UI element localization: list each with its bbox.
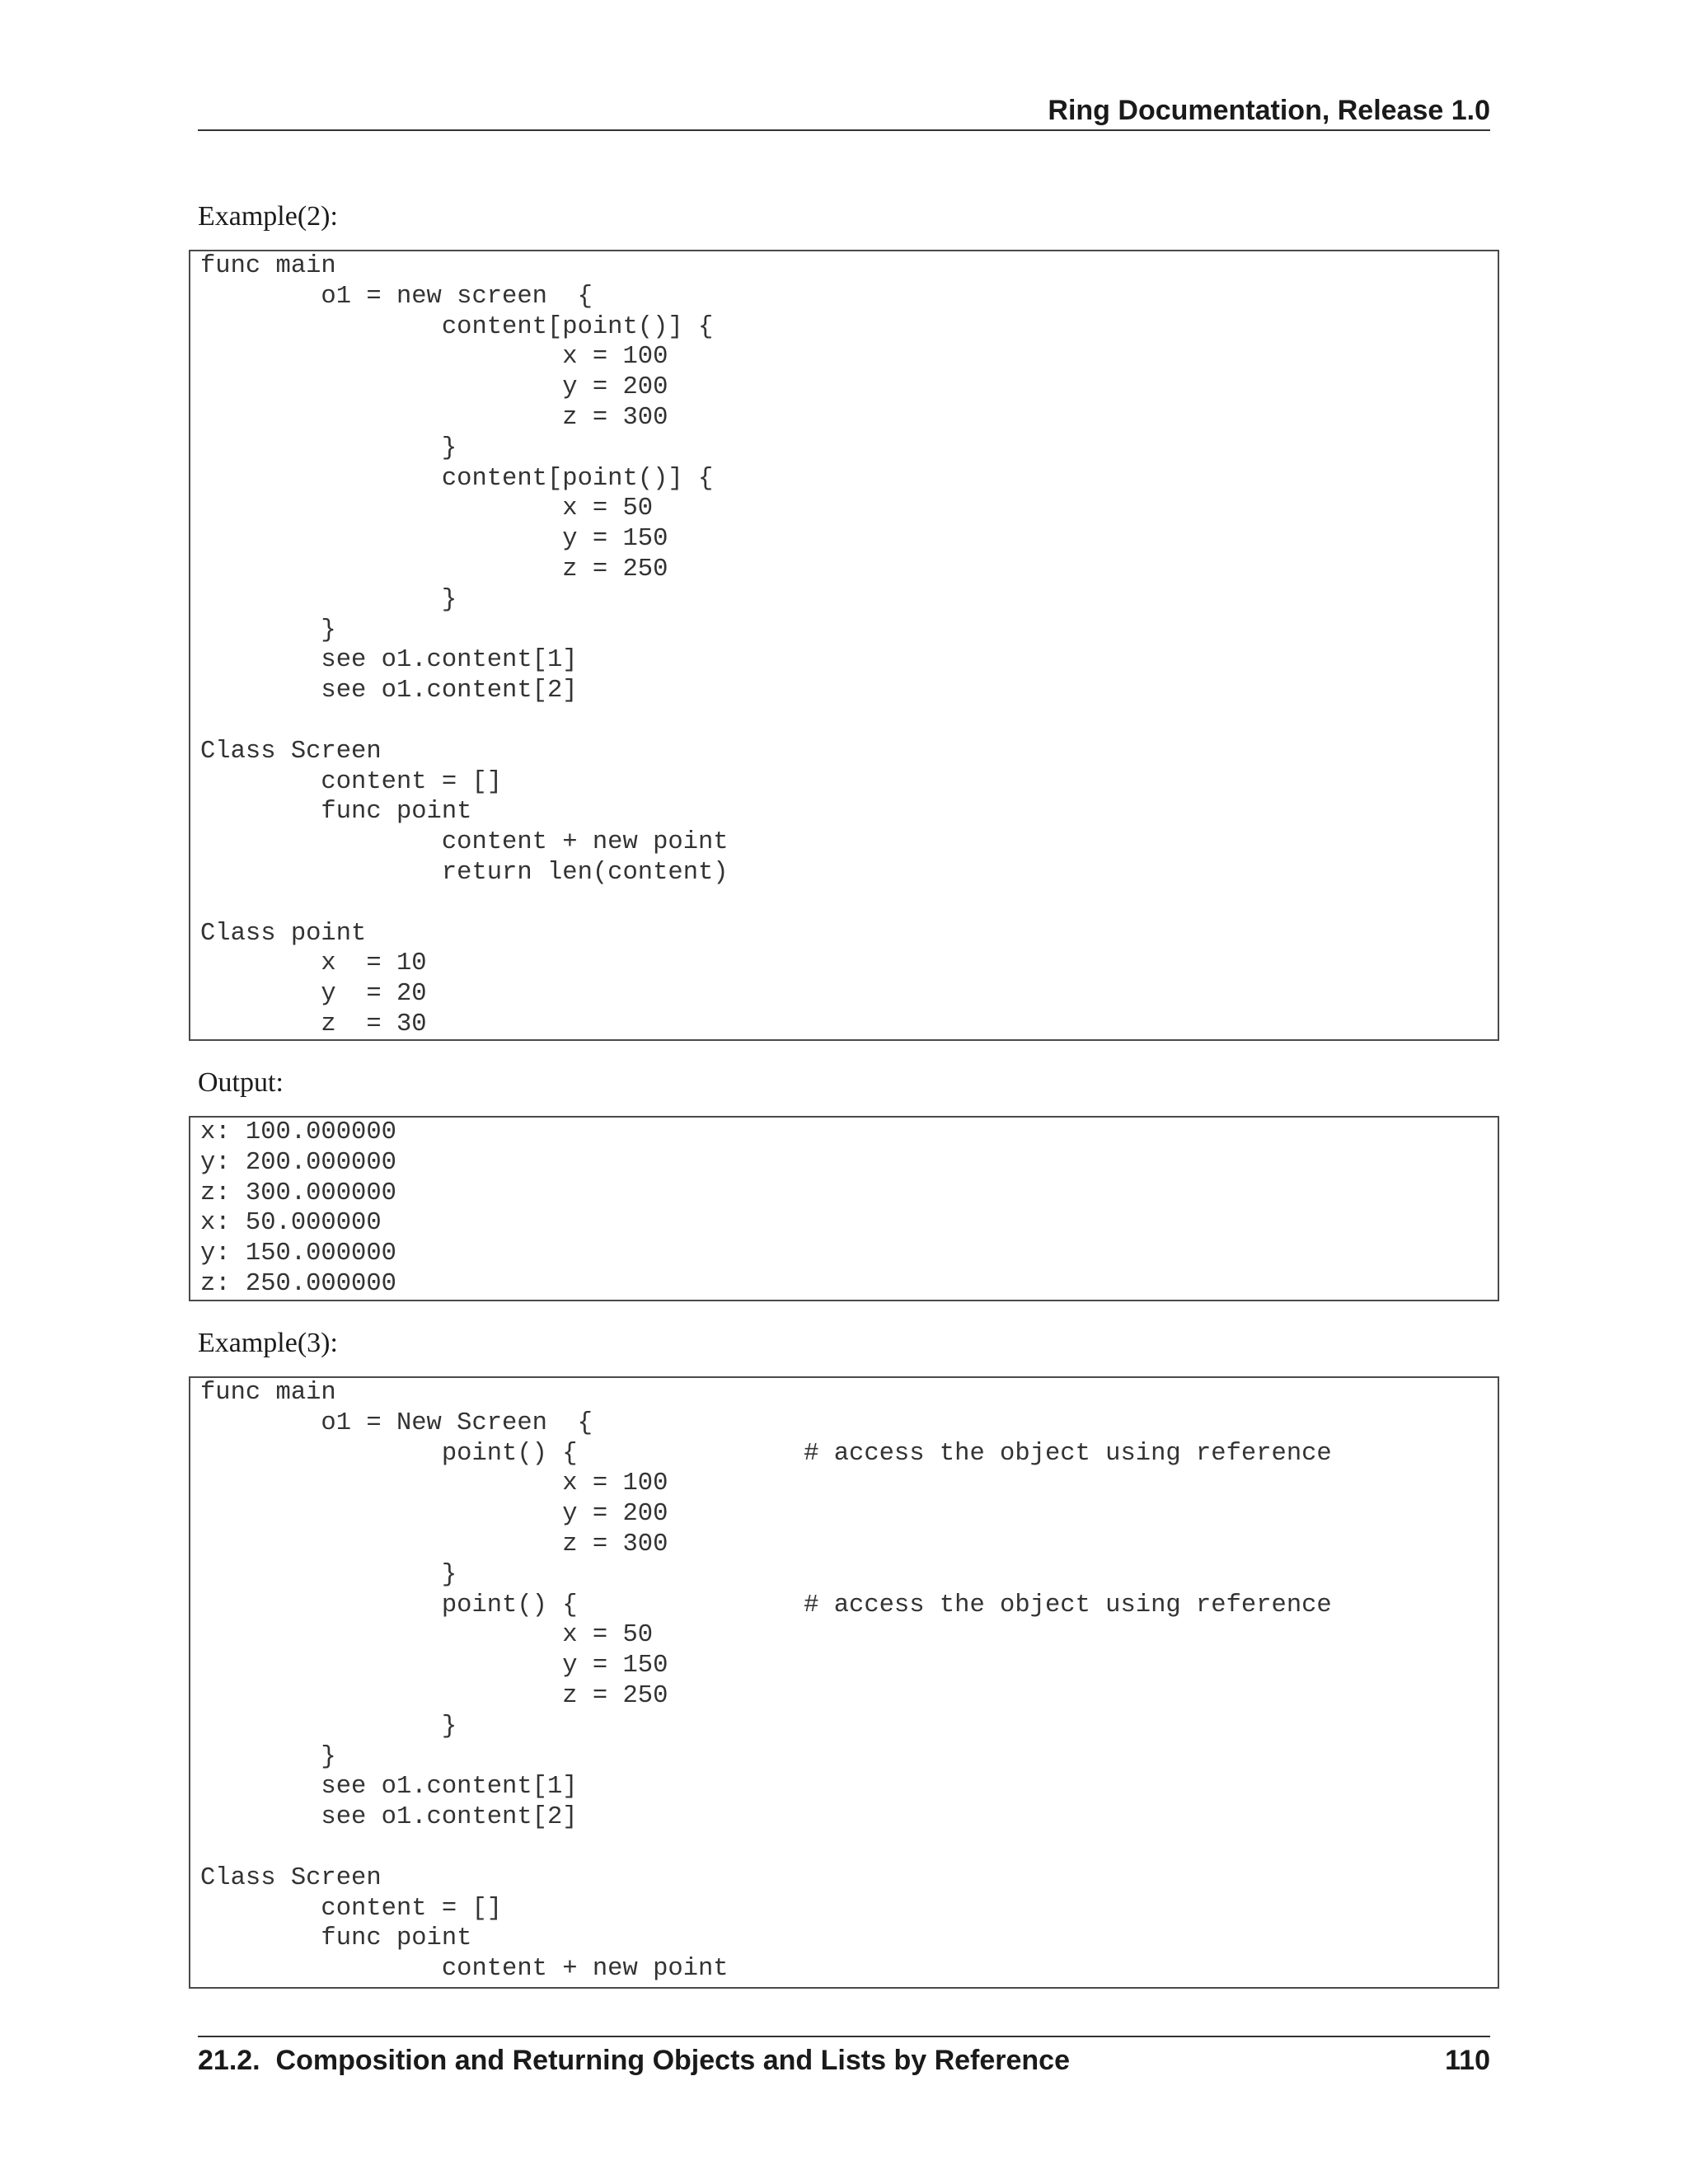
header-divider xyxy=(198,129,1490,131)
output-code-block xyxy=(189,1116,1499,1301)
example-2-code-block xyxy=(189,250,1499,1041)
output-code: x: 100.000000 y: 200.000000 z: 300.000000 x: 50.000000 y: 150.000000 z: 250.000000 xyxy=(200,1118,396,1298)
footer-section-title: 21.2. Composition and Returning Objects and Lists by Reference xyxy=(198,2045,1070,2076)
footer-divider xyxy=(198,2036,1490,2037)
example-3-code: func main o1 = New Screen { point() { # access the object using reference x = 100 y = 200 z = 300 } point() { # access the object using reference x = 50 y = 150 z = 250 } } see o1.content[1] see o1.content[2] Class Screen content = [] func point content + new point xyxy=(200,1379,1332,1984)
page-number: 110 xyxy=(1445,2045,1490,2076)
example-3-code-block xyxy=(189,1376,1499,1989)
example-2-label: Example(2): xyxy=(198,201,338,232)
example-2-code: func main o1 = new screen { content[point()] { x = 100 y = 200 z = 300 } content[point()] { x = 50 y = 150 z = 250 } } see o1.content[1] see o1.content[2] Class Screen content = [] func point content + new point return len(content) Class point x = 10 y = 20 z = 30 xyxy=(200,252,729,1038)
example-3-label: Example(3): xyxy=(198,1328,338,1358)
page-header-title: Ring Documentation, Release 1.0 xyxy=(1048,95,1490,126)
output-label: Output: xyxy=(198,1067,284,1098)
